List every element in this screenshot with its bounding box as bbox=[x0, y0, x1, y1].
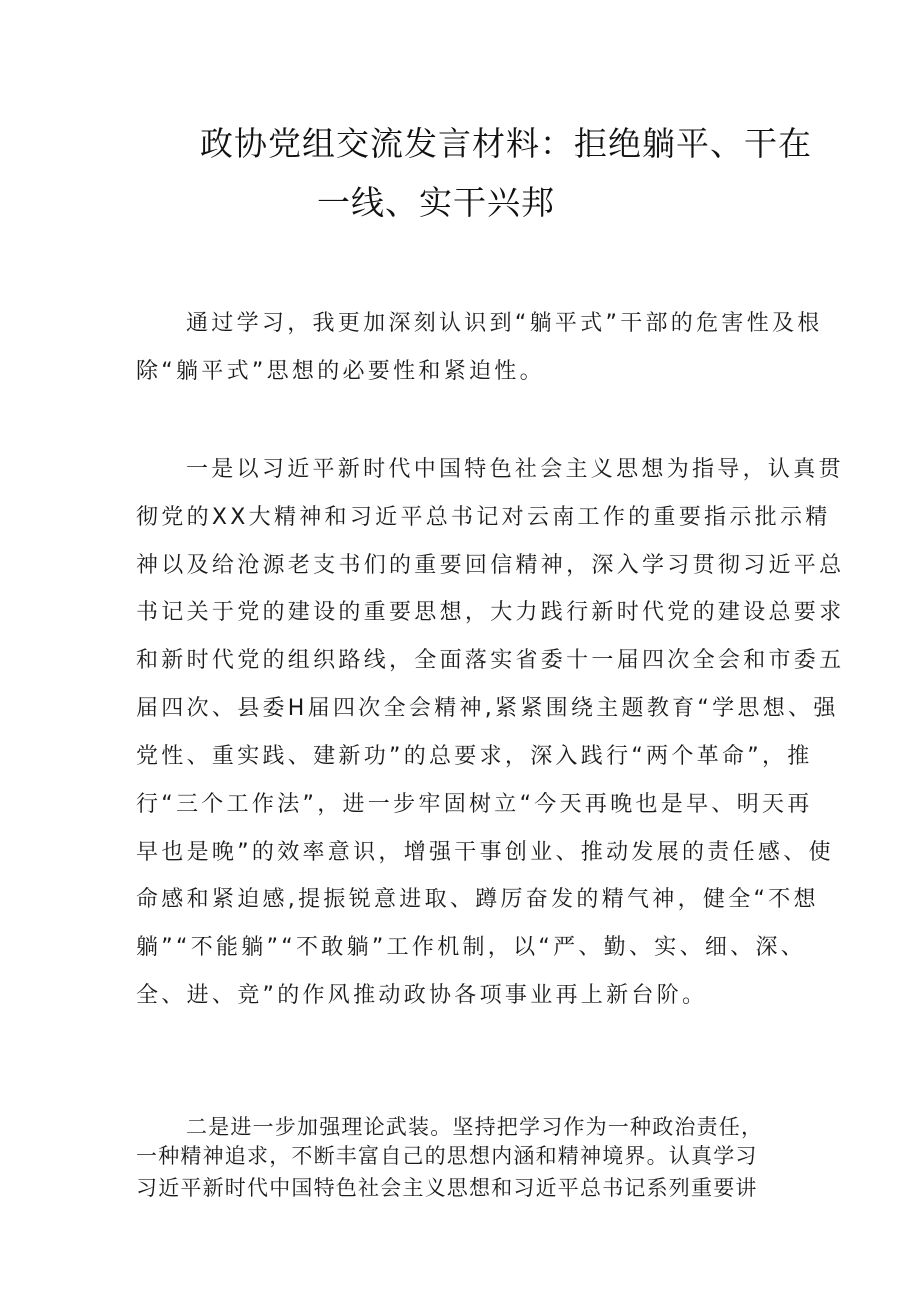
paragraph-line: 行“三个工作法”，进一步牢固树立“今天再晚也是早、明天再 bbox=[136, 792, 813, 817]
paragraph-line: 神以及给沧源老支书们的重要回信精神，深入学习贯彻习近平总 bbox=[136, 553, 845, 578]
paragraph-line: 二是进一步加强理论武装。坚持把学习作为一种政治责任， bbox=[186, 1115, 764, 1139]
paragraph-line: 彻党的XX大精神和习近平总书记对云南工作的重要指示批示精 bbox=[136, 505, 831, 530]
document-title-line-2: 一线、实干兴邦 bbox=[317, 183, 555, 222]
paragraph-line: 书记关于党的建设的重要思想，大力践行新时代党的建设总要求 bbox=[136, 600, 845, 625]
paragraph-line: 党性、重实践、建新功”的总要求，深入践行“两个革命”，推 bbox=[136, 744, 813, 769]
paragraph-line: 除“躺平式”思想的必要性和紧迫性。 bbox=[136, 359, 545, 384]
paragraph-line: 和新时代党的组织路线，全面落实省委十一届四次全会和市委五 bbox=[136, 648, 845, 673]
paragraph-line: 全、进、竞”的作风推动政协各项事业再上新台阶。 bbox=[136, 983, 708, 1008]
document-title-line-1: 政协党组交流发言材料：拒绝躺平、干在 bbox=[200, 124, 812, 163]
paragraph-line: 习近平新时代中国特色社会主义思想和习近平总书记系列重要讲 bbox=[136, 1176, 758, 1200]
paragraph-line: 命感和紧迫感,提振锐意进取、蹲厉奋发的精气神，健全“不想 bbox=[136, 887, 819, 912]
paragraph-line: 早也是晚”的效率意识，增强干事创业、推动发展的责任感、使 bbox=[136, 840, 834, 865]
paragraph-line: 一是以习近平新时代中国特色社会主义思想为指导，认真贯 bbox=[186, 457, 844, 482]
paragraph-line: 躺”“不能躺”“不敢躺”工作机制，以“严、勤、实、细、深、 bbox=[136, 935, 807, 960]
paragraph-line: 一种精神追求，不断丰富自己的思想内涵和精神境界。认真学习 bbox=[136, 1144, 758, 1168]
paragraph-line: 届四次、县委H届四次全会精神,紧紧围绕主题教育“学思想、强 bbox=[136, 696, 839, 721]
paragraph-line: 通过学习，我更加深刻认识到“躺平式”干部的危害性及根 bbox=[186, 311, 823, 336]
